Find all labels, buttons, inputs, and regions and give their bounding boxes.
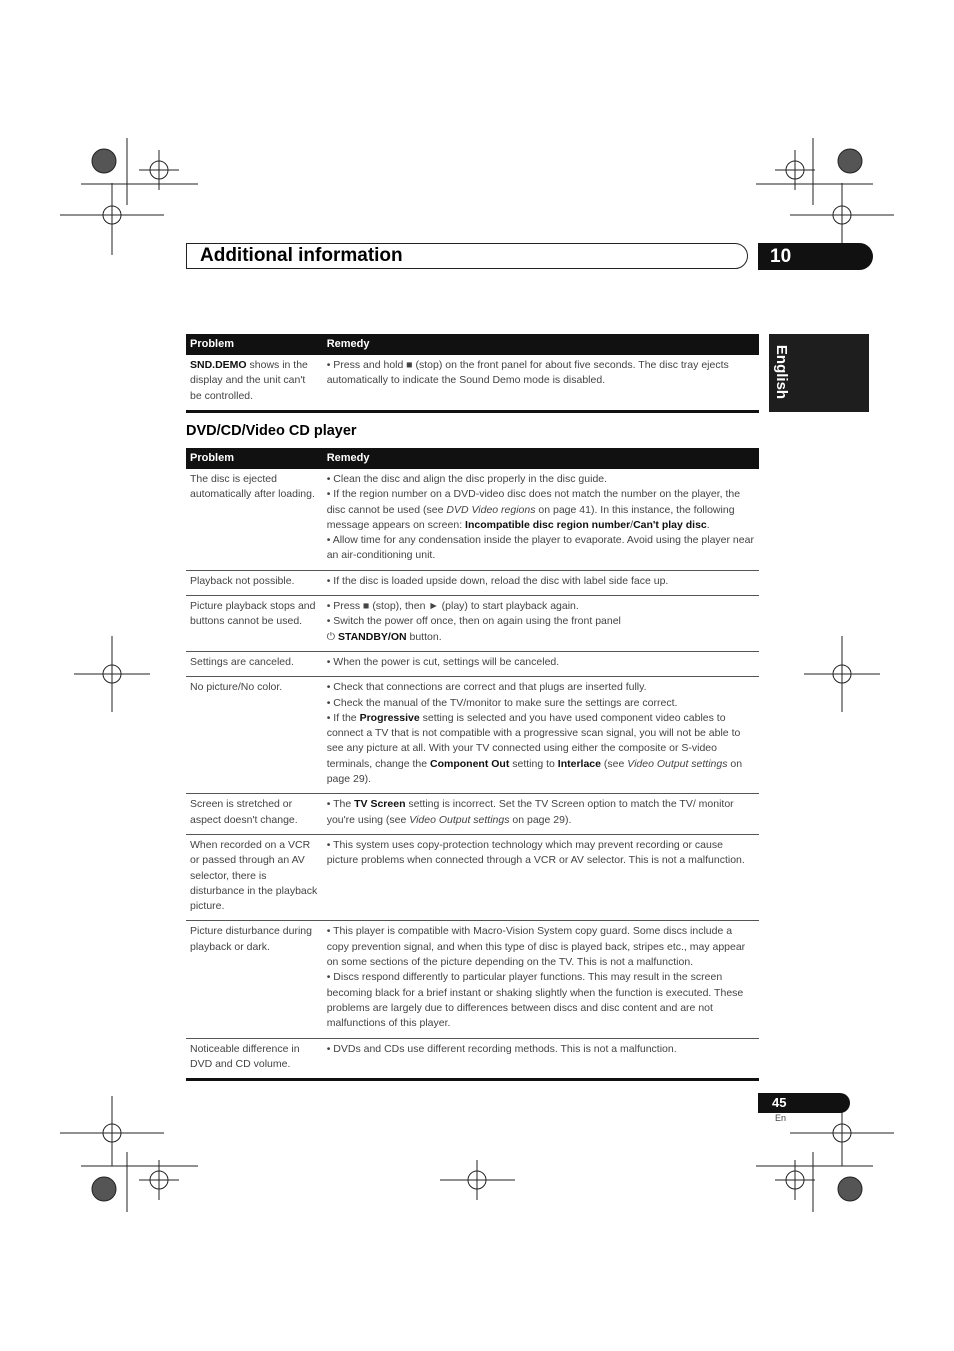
remedy-cell: • When the power is cut, settings will be canceled. <box>323 651 759 676</box>
table-row <box>186 921 759 1038</box>
problem-cell: Picture disturbance during playback or dark. <box>186 921 323 1038</box>
problem-text: shows in the display and the unit can't be controlled. <box>190 359 308 402</box>
problem-cell: The disc is ejected automatically after loading. <box>186 469 323 570</box>
table-row <box>186 794 759 835</box>
problem-cell: Picture playback stops and buttons cannot be used. <box>186 596 323 652</box>
table-row <box>186 469 759 570</box>
column-header-remedy: Remedy <box>323 334 759 355</box>
column-header-problem: Problem <box>186 448 323 469</box>
problem-keyword: SND.DEMO <box>190 359 247 371</box>
remedy-cell: • The TV Screen setting is incorrect. Set the TV Screen option to match the TV/ monitor you're using (see Video Output settings on page 29). <box>323 794 759 835</box>
table-row <box>186 677 759 794</box>
remedy-cell: • Clean the disc and align the disc properly in the disc guide. • If the region number on a DVD-video disc does not match the number on the player, the disc cannot be used (see DVD Video regions on page 41). In this instance, the following message appears on screen: Incompatible disc region number/Can't play disc. • Allow time for any condensation inside the player to evaporate. Avoid using the player near an air-conditioning unit. <box>323 469 759 570</box>
table-row <box>186 596 759 652</box>
remedy-cell: • Check that connections are correct and that plugs are inserted fully. • Check the manual of the TV/monitor to make sure the settings are correct. • If the Progressive setting is selected and you have used component video cables to connect a TV that is not compatible with a progressive scan signal, you will not be able to see any picture at all. With your TV connected using either the composite or S-video terminals, change the Component Out setting to Interlace (see Video Output settings on page 29). <box>323 677 759 794</box>
remedy-cell: • If the disc is loaded upside down, reload the disc with label side face up. <box>323 570 759 595</box>
problem-cell: Noticeable difference in DVD and CD volume. <box>186 1038 323 1080</box>
problem-cell: Settings are canceled. <box>186 651 323 676</box>
remedy-cell: • Press and hold ■ (stop) on the front panel for about five seconds. The disc tray ejects automatically to indicate the Sound Demo mode is disabled. <box>323 355 759 411</box>
table-row <box>186 570 759 595</box>
column-header-remedy: Remedy <box>323 448 759 469</box>
column-header-problem: Problem <box>186 334 323 355</box>
table-row <box>186 834 759 920</box>
page-lang-code: En <box>775 1113 787 1123</box>
table-body <box>186 469 759 1080</box>
page-title: Additional information <box>200 245 403 266</box>
table-row <box>186 1038 759 1080</box>
table-row <box>186 651 759 676</box>
problem-cell <box>186 355 323 411</box>
section-title: DVD/CD/Video CD player <box>186 423 357 439</box>
problem-cell: Screen is stretched or aspect doesn't change. <box>186 794 323 835</box>
page-number: 45 <box>758 1093 850 1113</box>
chapter-number: 10 <box>758 243 873 270</box>
problem-cell: No picture/No color. <box>186 677 323 794</box>
language-tab-label: English <box>773 344 790 400</box>
problem-cell: Playback not possible. <box>186 570 323 595</box>
remedy-cell: • This player is compatible with Macro-Vision System copy guard. Some discs include a copy prevention signal, and when this type of disc is played back, stripes etc., may appear on some sections of the picture depending on the TV. This is not a malfunction. • Discs respond differently to particular player functions. This may result in the screen becoming black for a brief instant or shaking slightly when the function is executed. These problems are largely due to differences between discs and disc content and are not malfunctions of this player. <box>323 921 759 1038</box>
troubleshooting-table-main <box>186 448 759 1081</box>
remedy-cell: • DVDs and CDs use different recording methods. This is not a malfunction. <box>323 1038 759 1080</box>
troubleshooting-table-top <box>186 334 759 413</box>
remedy-cell: • This system uses copy-protection technology which may prevent recording or cause picture problems when connected through a VCR or AV selector. This is not a malfunction. <box>323 834 759 920</box>
table-row <box>186 355 759 411</box>
problem-cell: When recorded on a VCR or passed through an AV selector, there is disturbance in the playback picture. <box>186 834 323 920</box>
remedy-cell: • Press ■ (stop), then ► (play) to start playback again. • Switch the power off once, then on again using the front panel ⏻ STANDBY/ON button. <box>323 596 759 652</box>
